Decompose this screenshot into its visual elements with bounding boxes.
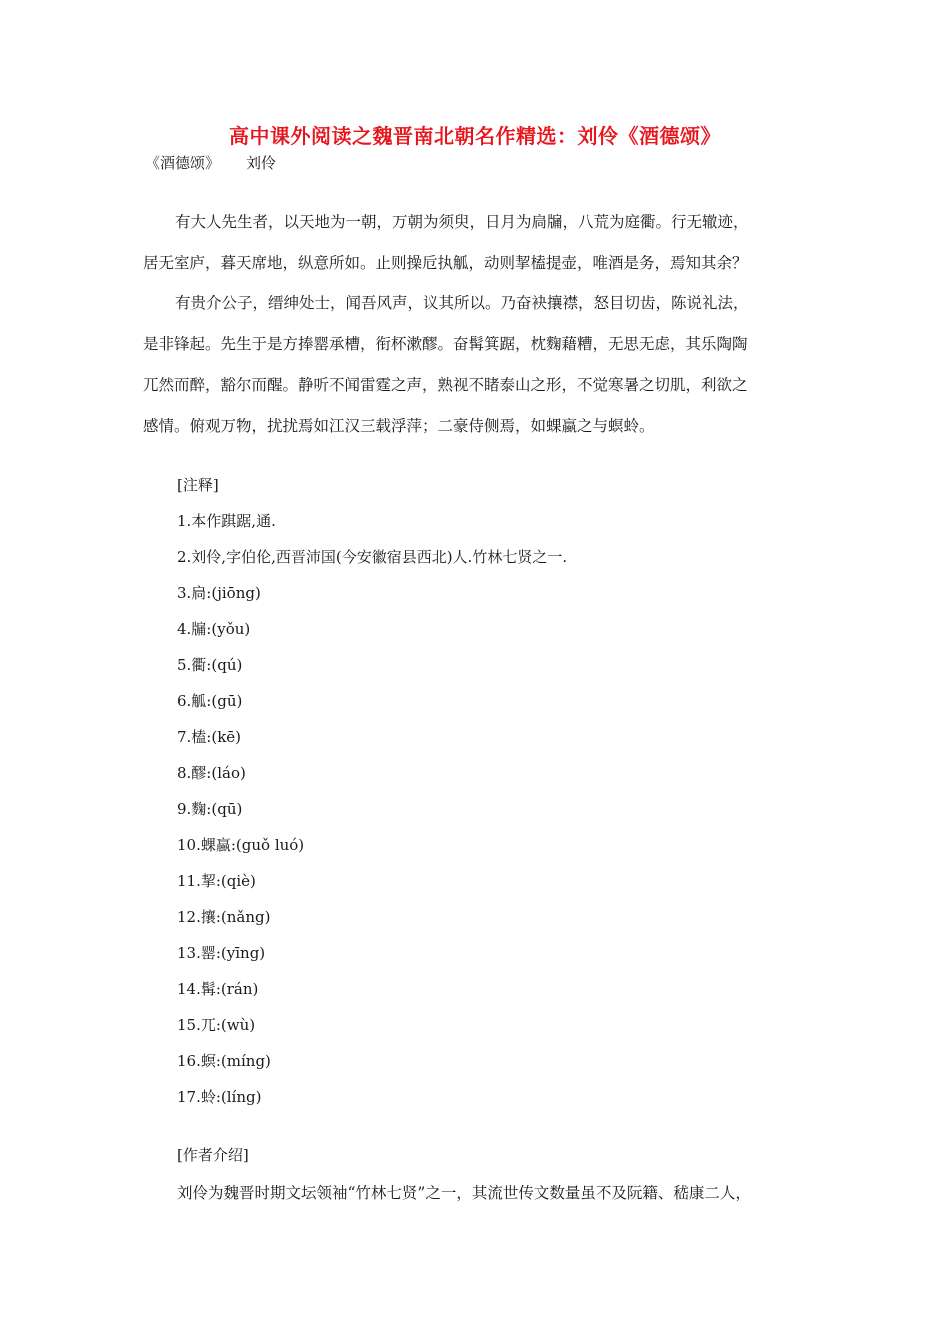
note-item: 15.兀:(wù) (177, 1016, 256, 1034)
document-title: 高中课外阅读之魏晋南北朝名作精选：刘伶《酒德颂》 (229, 124, 721, 148)
paragraph-line: 感情。俯观万物，扰扰焉如江汉三载浮萍；二豪侍侧焉，如蜾蠃之与螟蛉。 (143, 417, 655, 435)
note-item: 9.麴:(qū) (177, 800, 243, 818)
note-item: 10.蜾蠃:(guǒ luó) (177, 836, 305, 854)
note-item: 16.螟:(míng) (177, 1052, 271, 1070)
note-item: 7.榼:(kē) (177, 728, 242, 746)
paragraph-line: 有贵介公子，缙绅处士，闻吾风声，议其所以。乃奋袂攘襟，怒目切齿，陈说礼法， (175, 294, 749, 312)
note-item: 11.挈:(qiè) (177, 872, 256, 890)
paragraph-2 (143, 283, 807, 447)
note-item: 17.蛉:(líng) (177, 1088, 262, 1106)
note-item: 3.扃:(jiōng) (177, 584, 261, 602)
author-intro-heading: [作者介绍] (177, 1146, 249, 1164)
note-item: 12.攘:(nǎng) (177, 908, 271, 926)
note-item: 1.本作踑踞,通. (177, 512, 276, 530)
note-item: 14.髯:(rán) (177, 980, 259, 998)
paragraph-line: 是非锋起。先生于是方捧罂承槽，衔杯漱醪。奋髯箕踞，枕麴藉糟，无思无虑，其乐陶陶 (143, 335, 748, 353)
paragraph-1 (143, 202, 807, 284)
note-item: 13.罂:(yīng) (177, 944, 266, 962)
notes-section (177, 467, 567, 1115)
author-intro-text: 刘伶为魏晋时期文坛领袖“竹林七贤”之一，其流世传文数量虽不及阮籍、嵇康二人， (177, 1184, 751, 1202)
paragraph-line: 兀然而醉，豁尔而醒。静听不闻雷霆之声，熟视不睹泰山之形，不觉寒暑之切肌，利欲之 (143, 376, 748, 394)
paragraph-line: 居无室庐，暮天席地，纵意所如。止则操卮执觚，动则挈榼提壶，唯酒是务，焉知其余？ (143, 254, 748, 272)
author-intro-section (177, 1137, 751, 1211)
paragraph-line: 有大人先生者，以天地为一朝，万朝为须臾，日月为扃牖，八荒为庭衢。行无辙迹， (175, 213, 749, 231)
work-title: 《酒德颂》 (145, 154, 221, 172)
notes-heading: [注释] (177, 476, 219, 494)
note-item: 2.刘伶,字伯伦,西晋沛国(今安徽宿县西北)人.竹林七贤之一. (177, 548, 568, 566)
note-item: 5.衢:(qú) (177, 656, 243, 674)
note-item: 8.醪:(láo) (177, 764, 246, 782)
subtitle-line (145, 152, 276, 174)
author-name: 刘伶 (246, 154, 277, 172)
note-item: 6.觚:(gū) (177, 692, 243, 710)
note-item: 4.牖:(yǒu) (177, 620, 251, 638)
